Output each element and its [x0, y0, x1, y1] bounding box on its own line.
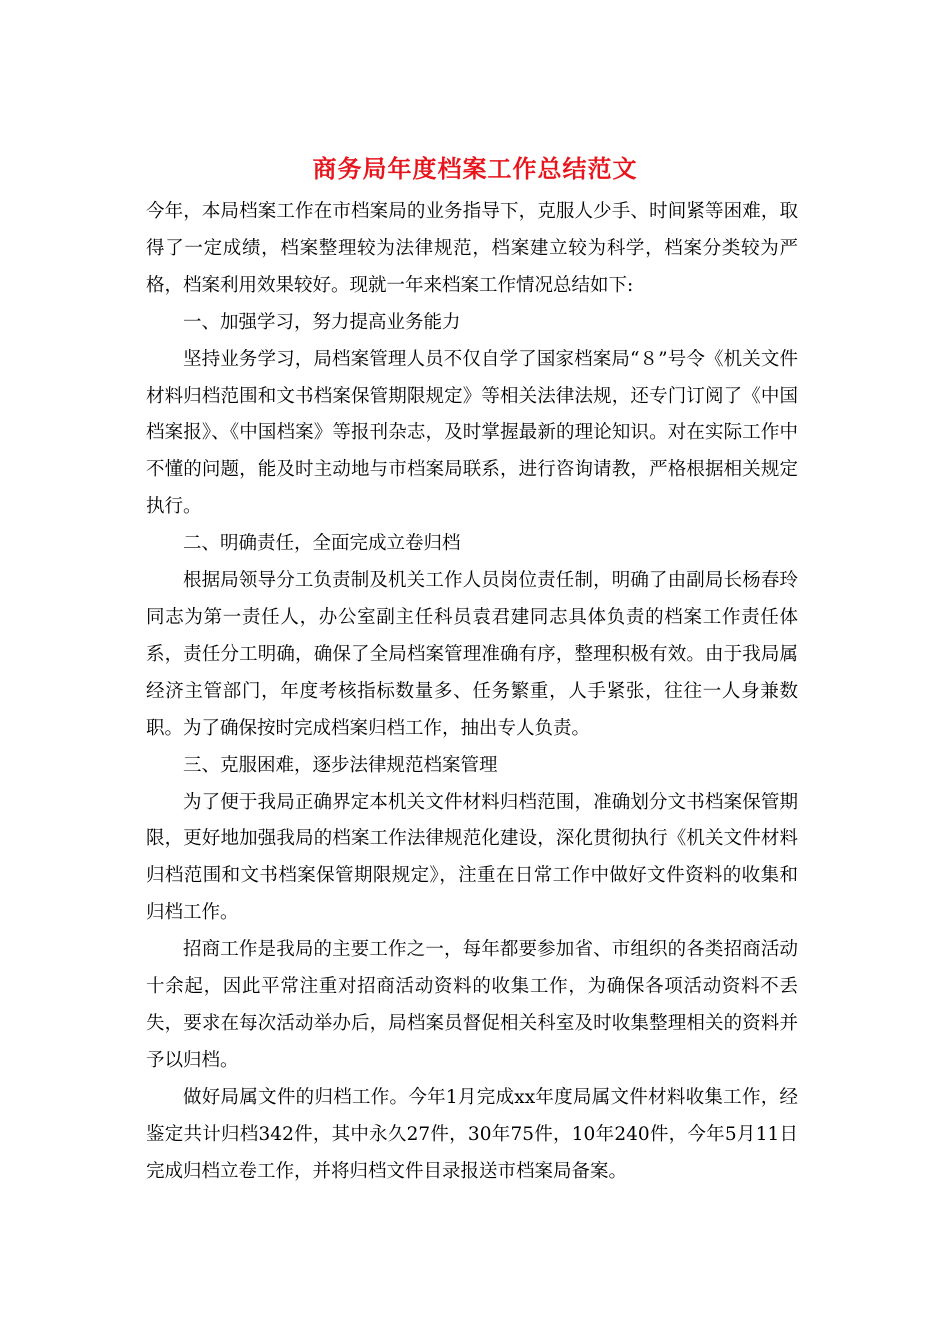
- paragraph-study: 坚持业务学习，局档案管理人员不仅自学了国家档案局“８”号令《机关文件材料归档范围和文书档案保管期限规定》等相关法律法规，还专门订阅了《中国档案报》、《中国档案》等报刊杂志，及时掌握最新的理论知识。对在实际工作中不懂的问题，能及时主动地与市档案局联系，进行咨询请教，严格根据相关规定执行。: [146, 348, 798, 518]
- intro-paragraph: 今年，本局档案工作在市档案局的业务指导下，克服人少手、时间紧等困难，取得了一定成绩，档案整理较为法律规范，档案建立较为科学，档案分类较为严格，档案利用效果较好。现就一年来档案工作情况总结如下:: [146, 201, 798, 296]
- section-heading-1: 一、加强学习，努力提高业务能力: [183, 311, 461, 333]
- paragraph-responsibility: 根据局领导分工负责制及机关工作人员岗位责任制，明确了由副局长杨春玲同志为第一责任人，办公室副主任科员袁君建同志具体负责的档案工作责任体系，责任分工明确，确保了全局档案管理准确有序，整理积极有效。由于我局属经济主管部门，年度考核指标数量多、任务繁重，人手紧张，往往一人身兼数职。为了确保按时完成档案归档工作，抽出专人负责。: [146, 570, 798, 739]
- paragraph-investment: 招商工作是我局的主要工作之一，每年都要参加省、市组织的各类招商活动十余起，因此平常注重对招商活动资料的收集工作，为确保各项活动资料不丢失，要求在每次活动举办后，局档案员督促相关科室及时收集整理相关的资料并予以归档。: [146, 939, 798, 1071]
- section-heading-2: 二、明确责任，全面完成立卷归档: [183, 533, 461, 555]
- paragraph-archiving: 做好局属文件的归档工作。今年1月完成xx年度局属文件材料收集工作，经鉴定共计归档342件，其中永久27件，30年75件，10年240件，今年5月11日完成归档立卷工作，并将归档文件目录报送市档案局备案。: [146, 1086, 798, 1182]
- document-body: [146, 194, 798, 1190]
- section-heading-3: 三、克服困难，逐步法律规范档案管理: [183, 754, 498, 776]
- document-title: 商务局年度档案工作总结范文: [312, 154, 638, 183]
- paragraph-standardization: 为了便于我局正确界定本机关文件材料归档范围，准确划分文书档案保管期限，更好地加强我局的档案工作法律规范化建设，深化贯彻执行《机关文件材料归档范围和文书档案保管期限规定》，注重在日常工作中做好文件资料的收集和归档工作。: [146, 791, 798, 924]
